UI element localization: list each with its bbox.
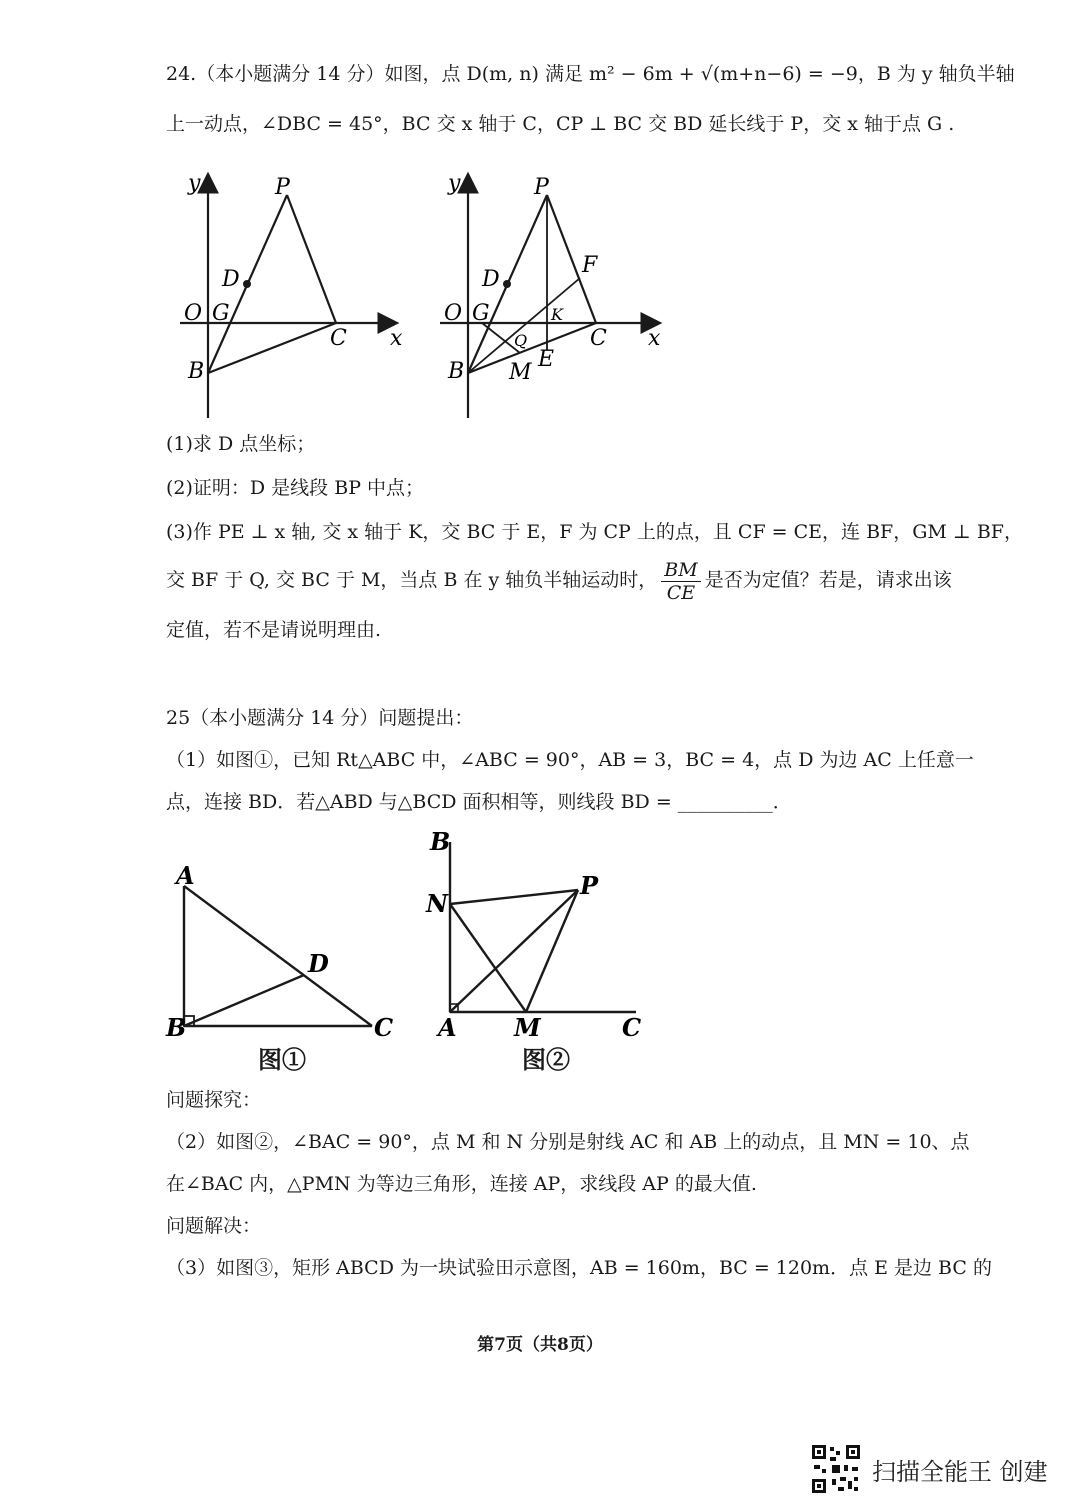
q24-part1: (1)求 D 点坐标； (166, 433, 316, 455)
label-P: P (580, 871, 599, 900)
label-K: K (551, 305, 563, 324)
q24-part3-line1: (3)作 PE ⊥ x 轴, 交 x 轴于 K，交 BC 于 E，F 为 CP 上的点，且 CF = CE，连 BF，GM ⊥ BF， (166, 521, 1023, 543)
figure-1 (160, 862, 410, 1042)
label-D: D (308, 949, 329, 978)
label-P: P (534, 175, 549, 200)
label-C: C (622, 1013, 642, 1042)
label-G: G (472, 301, 490, 326)
q25-part1-line2: 点，连接 BD．若△ABD 与△BCD 面积相等，则线段 BD = __________． (166, 791, 792, 813)
q25-part2-line2: 在∠BAC 内，△PMN 为等边三角形，连接 AP，求线段 AP 的最大值. (166, 1173, 757, 1195)
label-B: B (166, 1013, 187, 1042)
q25-heading-solve: 问题解决： (166, 1215, 262, 1237)
label-B: B (188, 359, 205, 384)
label-B: B (430, 827, 451, 856)
q24-figure-left (170, 168, 410, 428)
qr-code-icon (810, 1443, 862, 1495)
q24-stem-line1: 24.（本小题满分 14 分）如图，点 D(m, n) 满足 m² − 6m + √(m+n−6) = −9，B 为 y 轴负半轴 (166, 63, 1015, 85)
label-D: D (482, 267, 500, 292)
label-E: E (538, 347, 555, 372)
figure-1-caption: 图① (258, 1045, 306, 1074)
figure-2 (420, 826, 650, 1046)
label-G: G (212, 301, 230, 326)
q24-part3-line2 (166, 558, 952, 604)
label-A: A (438, 1013, 457, 1042)
q25-part1-line1: （1）如图①，已知 Rt△ABC 中，∠ABC = 90°，AB = 3，BC = 4，点 D 为边 AC 上任意一 (166, 749, 974, 771)
label-C: C (330, 326, 347, 351)
label-M: M (509, 360, 532, 385)
q24-stem-line2: 上一动点，∠DBC = 45°，BC 交 x 轴于 C，CP ⊥ BC 交 BD 延长线于 P，交 x 轴于点 G . (166, 113, 955, 135)
fraction-bm-ce (661, 559, 700, 604)
label-O: O (184, 301, 203, 326)
q25-part3-line1: （3）如图③，矩形 ABCD 为一块试验田示意图，AB = 160m，BC = 120m．点 E 是边 BC 的 (166, 1257, 992, 1279)
label-M: M (514, 1013, 541, 1042)
label-P: P (275, 175, 290, 200)
label-x: x (648, 326, 661, 351)
q25-part2-line1: （2）如图②，∠BAC = 90°，点 M 和 N 分别是射线 AC 和 AB 上的动点，且 MN = 10、点 (166, 1131, 970, 1153)
q24-part3-line2-a: 交 BF 于 Q, 交 BC 于 M，当点 B 在 y 轴负半轴运动时， (166, 569, 658, 591)
label-y: y (448, 171, 461, 196)
q24-part3-line2-b: 是否为定值？若是，请求出该 (704, 569, 952, 591)
q24-figure-right (430, 168, 680, 428)
label-A: A (176, 862, 195, 890)
label-Q: Q (514, 331, 528, 350)
fraction-numerator: BM (661, 559, 700, 582)
scanner-watermark (810, 1443, 1048, 1495)
page-number: 第7页（共8页） (477, 1335, 603, 1355)
label-x: x (390, 326, 403, 351)
label-O: O (444, 301, 463, 326)
label-C: C (590, 326, 607, 351)
q25-heading: 25（本小题满分 14 分）问题提出： (166, 707, 474, 729)
label-F: F (582, 253, 598, 278)
label-B: B (448, 359, 465, 384)
q24-part3-line3: 定值，若不是请说明理由. (166, 619, 382, 641)
figure-2-caption: 图② (522, 1045, 570, 1074)
q25-heading-explore: 问题探究： (166, 1089, 262, 1111)
label-N: N (426, 889, 448, 918)
label-D: D (222, 267, 240, 292)
fraction-denominator: CE (666, 581, 696, 604)
q24-part2: (2)证明：D 是线段 BP 中点； (166, 477, 425, 499)
watermark-text: 扫描全能王 创建 (872, 1457, 1048, 1486)
label-C: C (374, 1013, 394, 1042)
label-y: y (188, 171, 201, 196)
